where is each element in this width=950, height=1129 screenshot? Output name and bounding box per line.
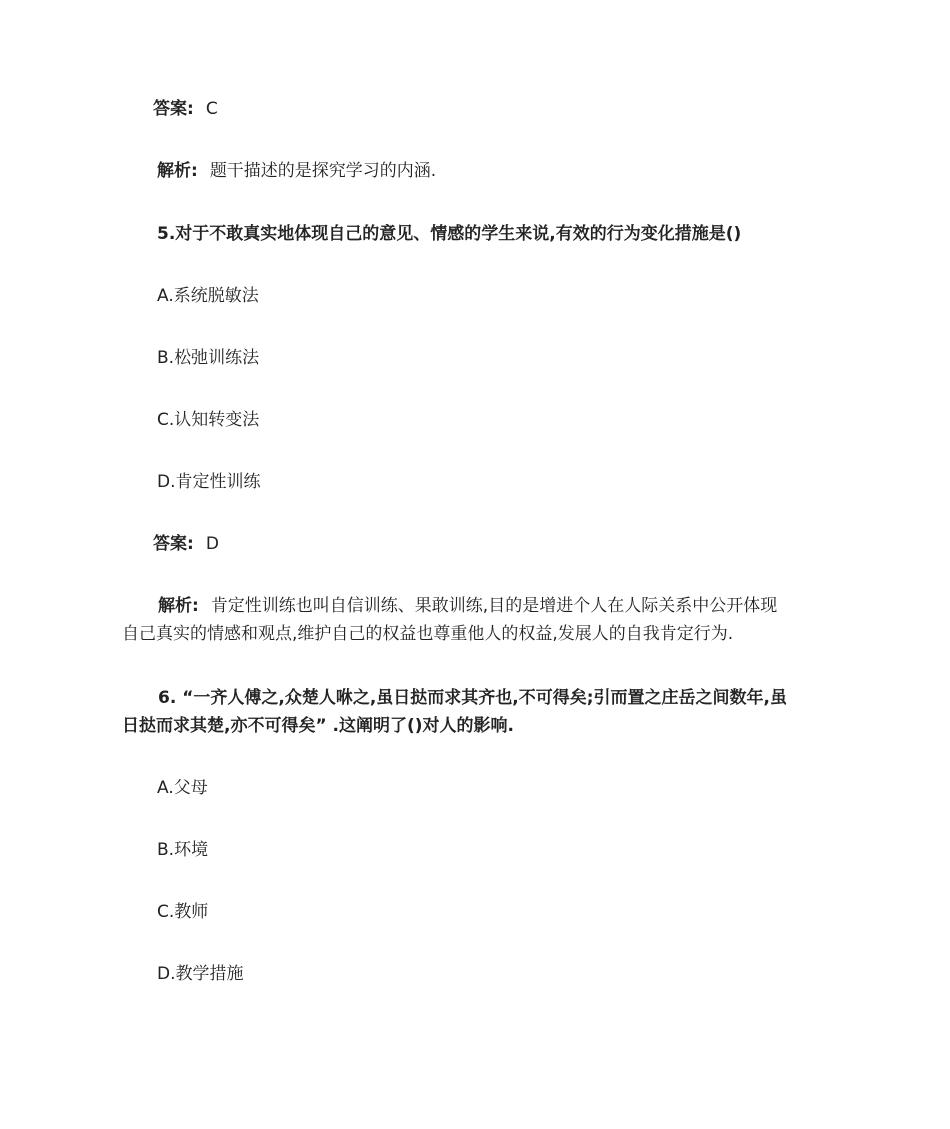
prev-answer [153, 95, 859, 123]
q5-option-d: D.肯定性训练 [157, 472, 261, 492]
answer-label: 答案: [153, 534, 194, 554]
q5-explanation [122, 592, 828, 648]
prev-explanation [157, 157, 863, 185]
q5-option-a: A.系统脱敏法 [157, 286, 259, 306]
explanation-text-line-1: 肯定性训练也叫自信训练、果敢训练,目的是增进个人在人际关系中公开体现 [210, 596, 778, 616]
q5-option-b: B.松弛训练法 [157, 348, 260, 368]
q6-option-a: A.父母 [157, 778, 208, 798]
answer-value: D [205, 534, 219, 554]
q6-option-b: B.环境 [157, 840, 209, 860]
answer-value: C [205, 99, 218, 119]
answer-label: 答案: [153, 99, 194, 119]
explanation-text: 题干描述的是探究学习的内涵. [209, 161, 437, 181]
explanation-text-line-2: 自己真实的情感和观点,维护自己的权益也尊重他人的权益,发展人的自我肯定行为. [122, 624, 734, 644]
question-6-line-2: 日挞而求其楚,亦不可得矣” .这阐明了()对人的影响. [122, 716, 515, 736]
question-6 [122, 684, 828, 740]
q6-option-d: D.教学措施 [157, 964, 244, 984]
q5-answer [153, 530, 859, 558]
question-6-line-1: 6. “一齐人傅之,众楚人咻之,虽日挞而求其齐也,不可得矣;引而置之庄岳之间数年,虽 [158, 688, 788, 708]
explanation-label: 解析: [158, 596, 199, 616]
question-5: 5.对于不敢真实地体现自己的意见、情感的学生来说,有效的行为变化措施是() [157, 224, 742, 244]
explanation-label: 解析: [157, 161, 198, 181]
q5-option-c: C.认知转变法 [157, 410, 260, 430]
q6-option-c: C.教师 [157, 902, 209, 922]
